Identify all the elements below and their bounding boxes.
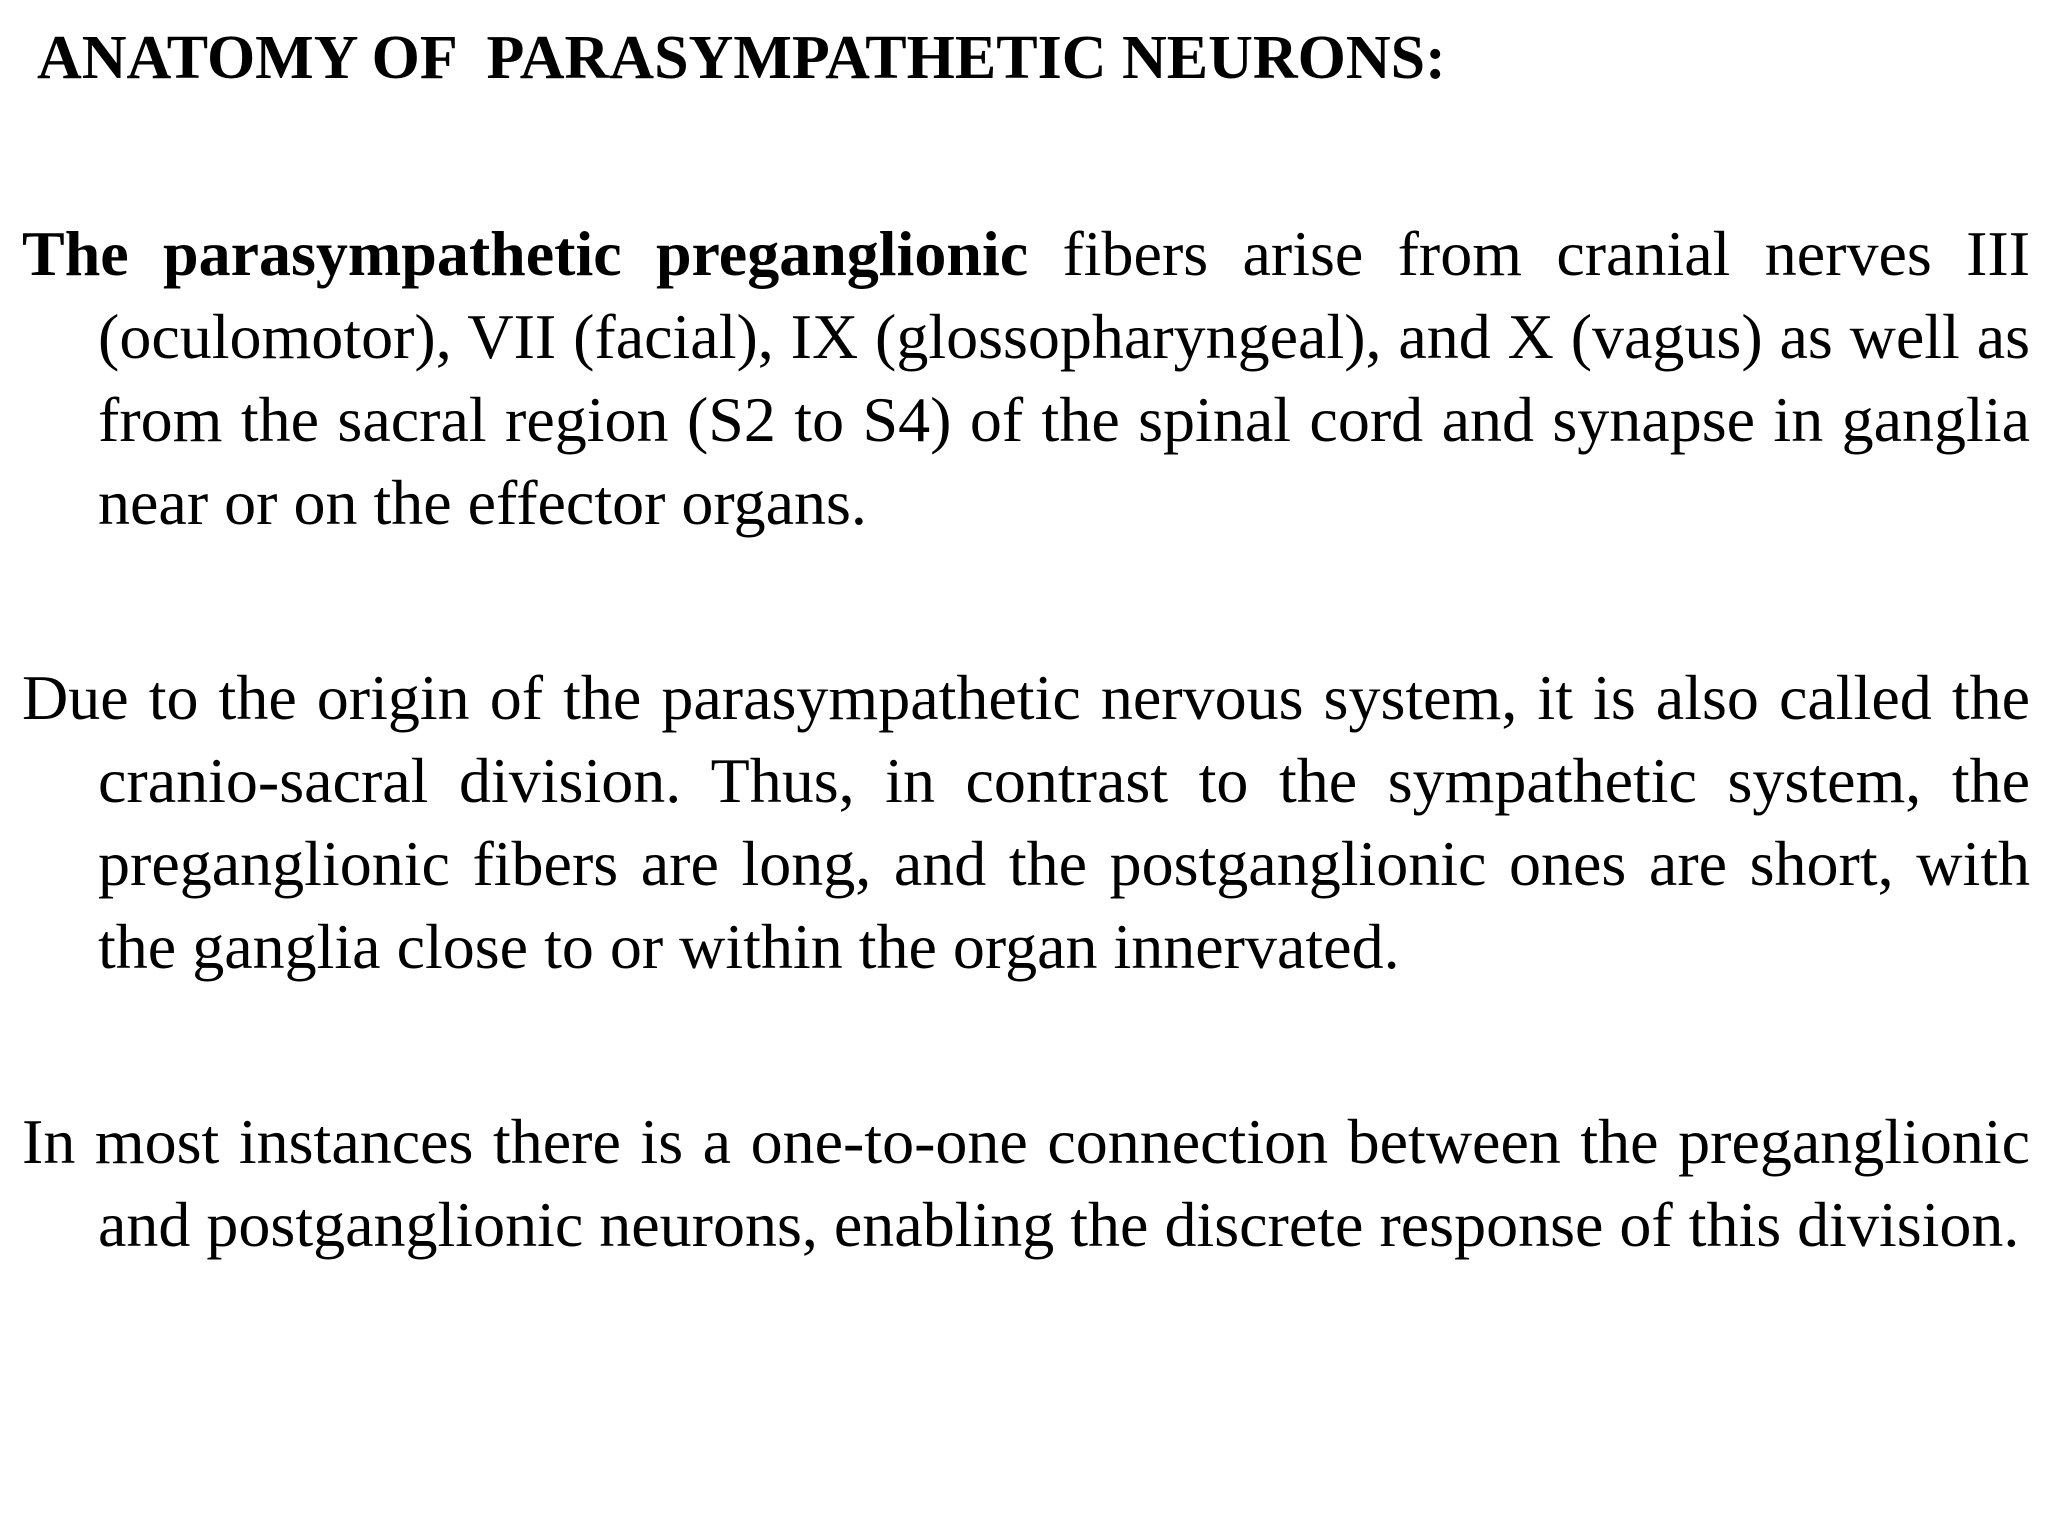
paragraph-lead-bold: The parasympathetic preganglionic (22, 218, 1029, 289)
paragraph-cranio-sacral-division: Due to the origin of the parasympathetic nervous system, it is also called the cranio-sacral division. Thus, in contrast to the sympathetic system, the preganglionic fibers are long, and the postganglionic ones are short, with the ganglia close to or within the organ innervated. (22, 662, 2030, 982)
paragraph-one-to-one-connection: In most instances there is a one-to-one connection between the preganglionic and postganglionic neurons, enabling the discrete response of this division. (22, 1106, 2030, 1260)
paragraph-text: fibers arise from cranial nerves III (oculomotor), VII (facial), IX (glossopharyngeal), and X (vagus) as well as from the sacral region (S2 to S4) of the spinal cord and synapse in ganglia near or on the effector organs. (98, 218, 2030, 538)
slide-title: ANATOMY OF PARASYMPATHETIC NEURONS: (37, 24, 1446, 92)
paragraph-preganglionic-origin (22, 212, 2030, 544)
